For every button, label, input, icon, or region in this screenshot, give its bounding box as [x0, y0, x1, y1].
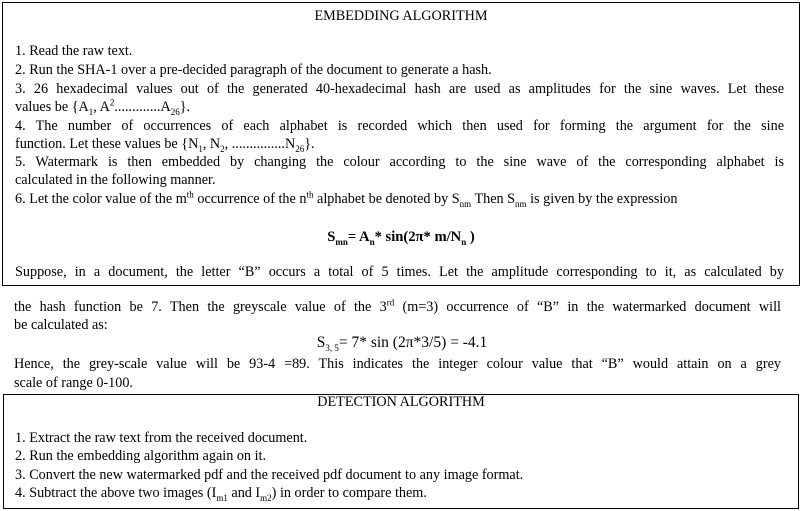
embedding-step-4-line-2: function. Let these values be {$N_1$, $N_2$, $...............N_{26}$}.: [15, 136, 315, 154]
embedding-step-1: 1. Read the raw text.: [15, 43, 133, 59]
detection-algorithm-box: [3, 394, 799, 509]
hence-line-1: Hence, the grey-scale value will be 93-4 =89. This indicates the integer colour value that “B” would attain on a grey: [14, 356, 781, 372]
embedding-algorithm-box: [2, 2, 800, 286]
hence-line-2: scale of range 0-100.: [14, 375, 133, 391]
detection-step-2: 2. Run the embedding algorithm again on it.: [15, 448, 266, 464]
detection-step-3: 3. Convert the new watermarked pdf and the received pdf document to any image format.: [15, 467, 524, 483]
embedding-step-6: 6. Let the color value of the $m^{th}$ occurrence of the $n^{th}$ alphabet be denoted by $S_{nm}$ Then $S_{nm}$ is given by the expression: [15, 189, 678, 209]
continuation-line-2: be calculated as:: [14, 317, 108, 333]
embedding-step-5-line-2: calculated in the following manner.: [15, 172, 216, 188]
embedding-step-4-line-1: 4. The number of occurrences of each alphabet is recorded which then used for forming the argument for the sine: [15, 118, 784, 134]
embedding-suppose-line: Suppose, in a document, the letter “B” occurs a total of 5 times. Let the amplitude corresponding to it, as calculated by: [15, 264, 784, 280]
continuation-formula: $S_{3, 5}= 7*$ sin (2π*3/5) = -4.1: [316, 334, 488, 354]
embedding-step-2: 2. Run the SHA-1 over a pre-decided paragraph of the document to generate a hash.: [15, 62, 492, 78]
embedding-formula: $S_{mn}= A_n*$ sin(2π* $m/N_n$ ): [327, 229, 475, 247]
embedding-title: EMBEDDING ALGORITHM: [314, 8, 488, 24]
embedding-step-5-line-1: 5. Watermark is then embedded by changing the colour according to the sine wave of the corresponding alphabet is: [15, 154, 784, 170]
continuation-line-1: the hash function be 7. Then the greyscale value of the 3rd (m=3) occurrence of “B” in the watermarked document will: [14, 297, 781, 315]
embedding-step-3-line-1: 3. 26 hexadecimal values out of the generated 40-hexadecimal hash are used as amplitudes for the sine waves. Let these: [15, 81, 784, 97]
embedding-step-3-line-2: values be {$A_1$, $A^2.............A_{26}$}.: [15, 97, 191, 117]
detection-title: DETECTION ALGORITHM: [317, 394, 485, 410]
detection-step-1: 1. Extract the raw text from the received document.: [15, 430, 308, 446]
detection-step-4: 4. Subtract the above two images ($I_{m1}$ and $I_{m2}$) in order to compare them.: [15, 485, 427, 503]
